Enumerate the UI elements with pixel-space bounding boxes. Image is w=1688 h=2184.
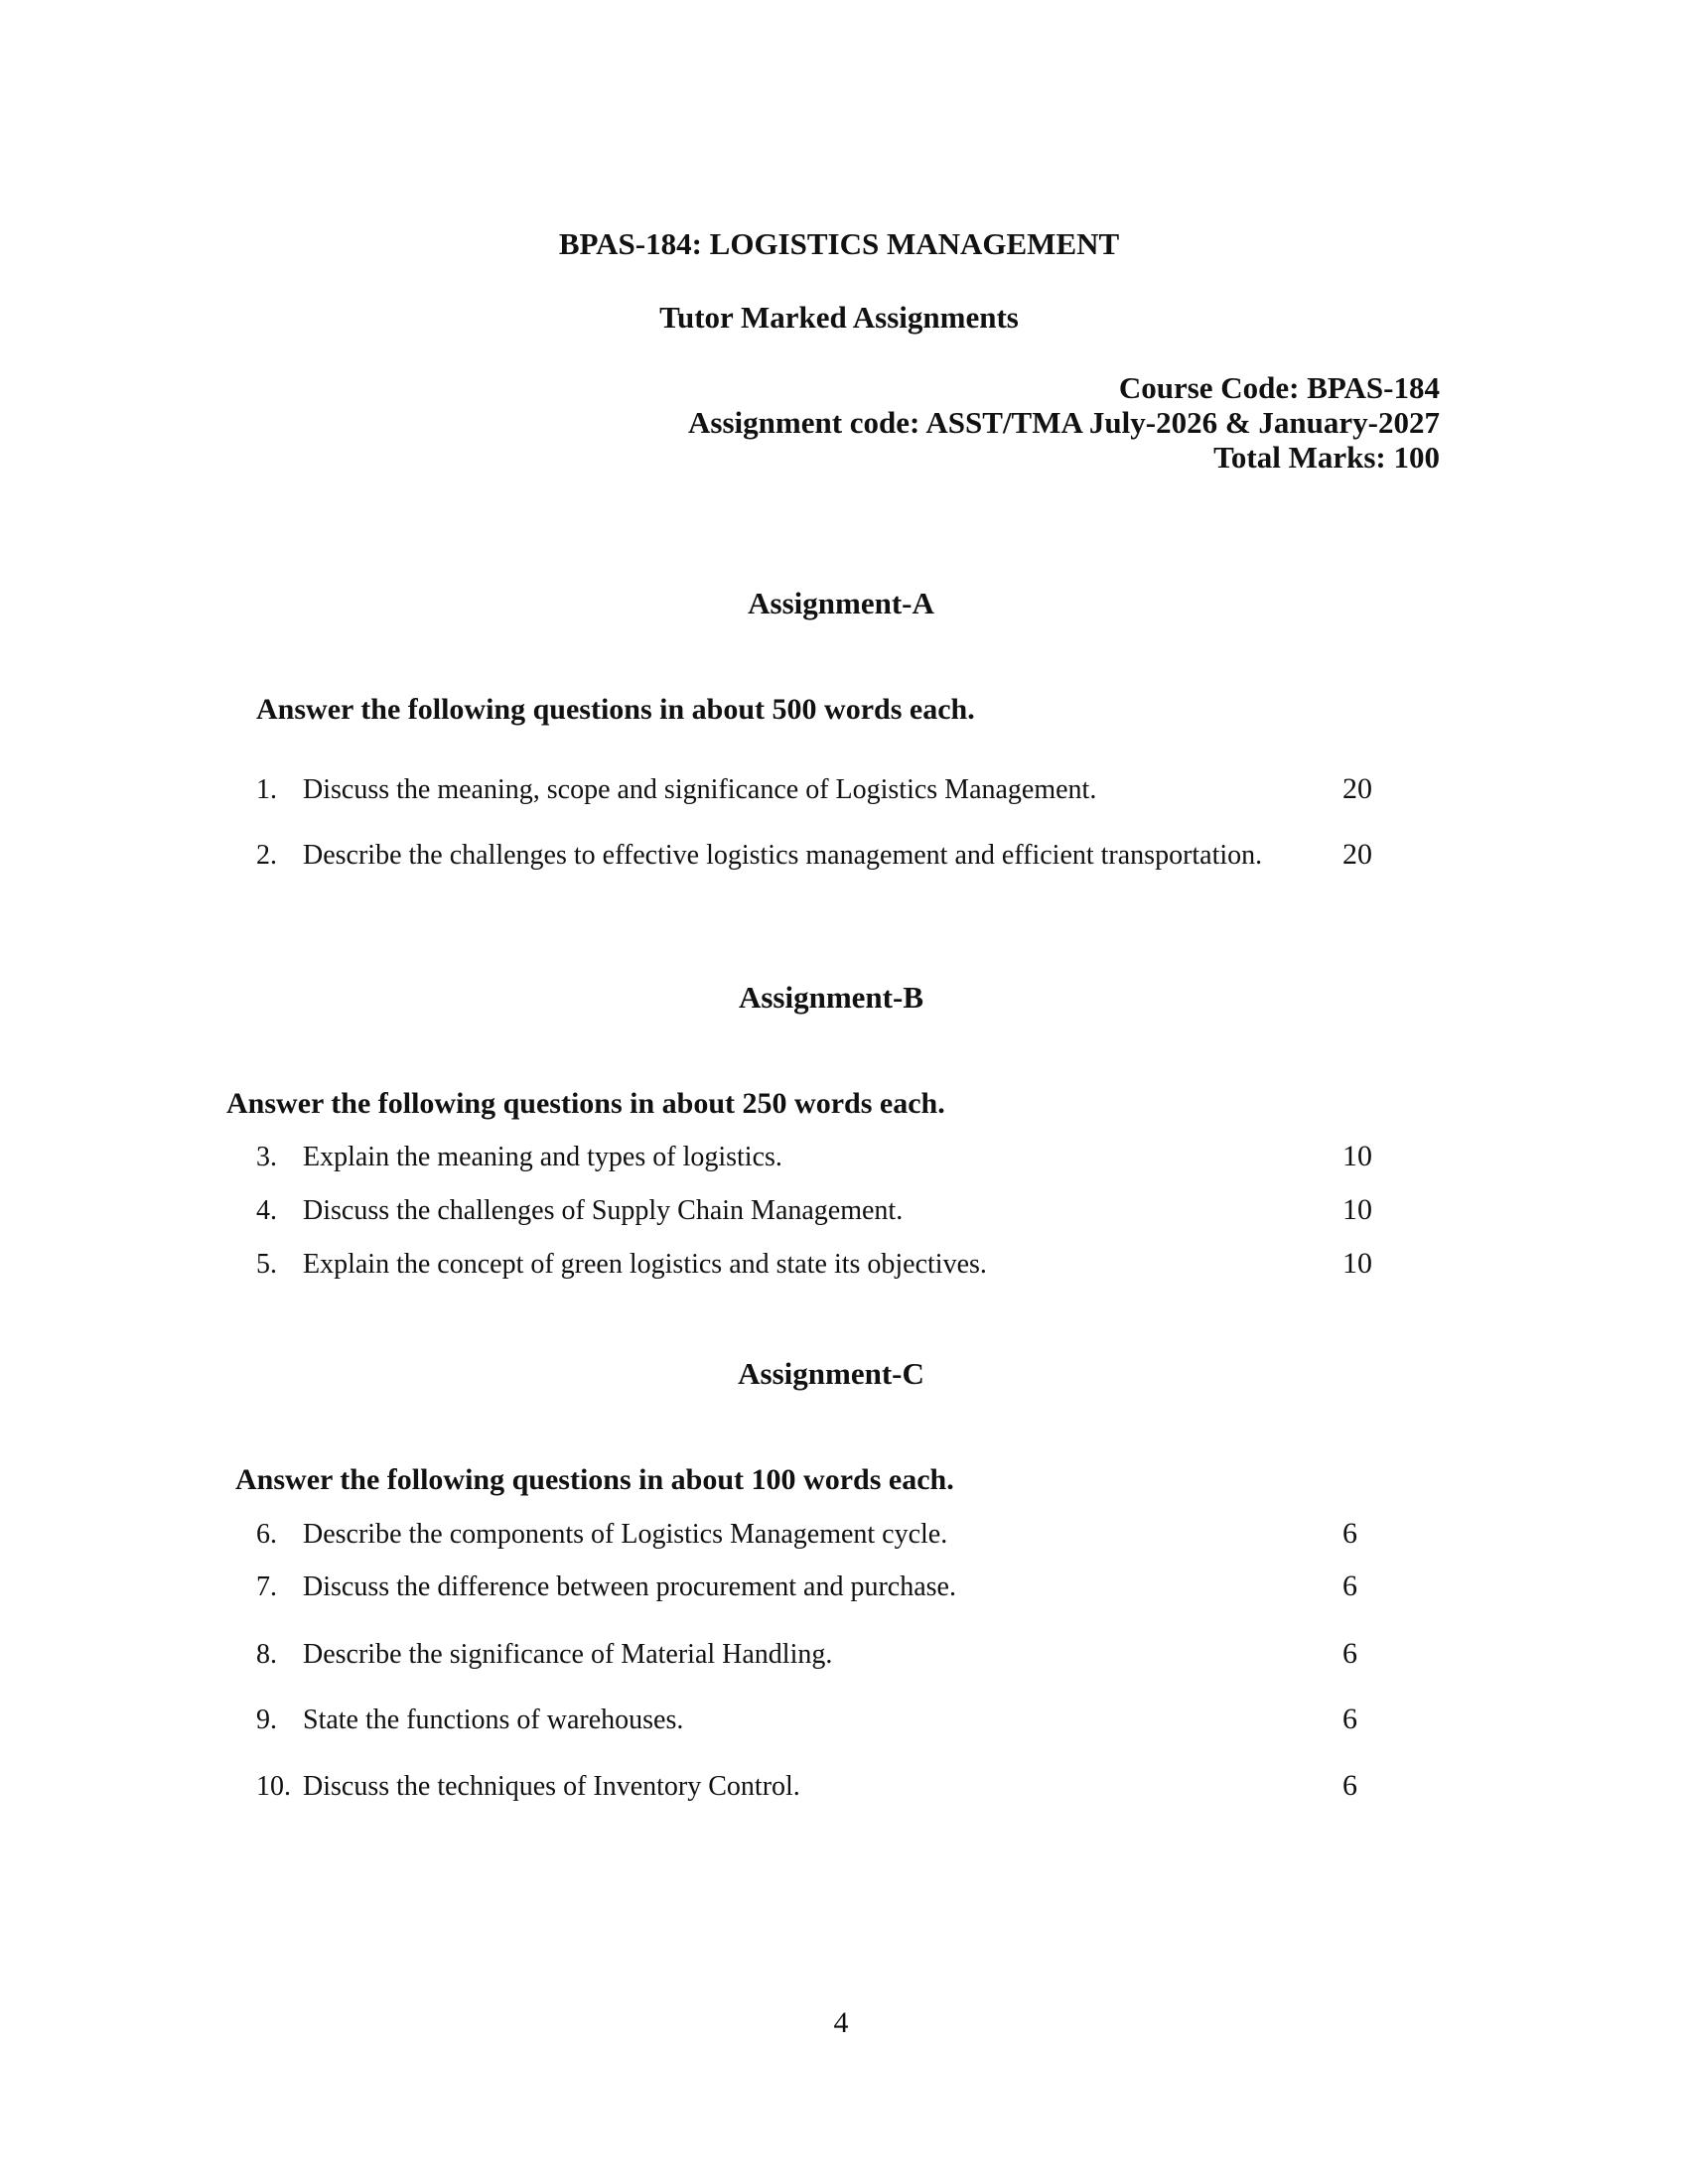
question-marks: 6 bbox=[1342, 1637, 1357, 1670]
section-heading-b: Assignment-B bbox=[738, 980, 923, 1015]
document-subtitle: Tutor Marked Assignments bbox=[659, 300, 1019, 335]
question-text: Discuss the challenges of Supply Chain Management. bbox=[303, 1195, 904, 1226]
question-marks: 6 bbox=[1342, 1703, 1357, 1735]
question-marks: 10 bbox=[1342, 1193, 1372, 1226]
question-marks: 6 bbox=[1342, 1517, 1357, 1550]
question-text: Discuss the meaning, scope and significance of Logistics Management. bbox=[303, 774, 1097, 805]
question-text: Describe the significance of Material Handling. bbox=[303, 1639, 833, 1670]
question-number: 1. bbox=[256, 774, 277, 805]
section-instruction-c: Answer the following questions in about 100 words each. bbox=[235, 1463, 954, 1496]
document-title: BPAS-184: LOGISTICS MANAGEMENT bbox=[558, 226, 1120, 261]
question-number: 10. bbox=[256, 1771, 291, 1802]
question-marks: 6 bbox=[1342, 1769, 1357, 1802]
question-marks: 6 bbox=[1342, 1570, 1357, 1602]
question-marks: 10 bbox=[1342, 1140, 1372, 1172]
total-marks: Total Marks: 100 bbox=[1213, 440, 1440, 475]
question-marks: 10 bbox=[1342, 1247, 1372, 1280]
page-number: 4 bbox=[833, 2006, 849, 2039]
question-number: 6. bbox=[256, 1519, 277, 1550]
question-text: Describe the components of Logistics Management cycle. bbox=[303, 1519, 948, 1550]
section-instruction-a: Answer the following questions in about 500 words each. bbox=[256, 693, 975, 726]
question-number: 2. bbox=[256, 840, 277, 871]
question-marks: 20 bbox=[1342, 772, 1372, 805]
question-number: 3. bbox=[256, 1142, 277, 1172]
section-heading-c: Assignment-C bbox=[738, 1356, 924, 1391]
section-instruction-b: Answer the following questions in about 250 words each. bbox=[226, 1087, 945, 1120]
assignment-code: Assignment code: ASST/TMA July-2026 & January-2027 bbox=[688, 405, 1440, 440]
question-number: 7. bbox=[256, 1571, 277, 1602]
question-text: Explain the meaning and types of logistics. bbox=[303, 1142, 782, 1172]
question-number: 5. bbox=[256, 1249, 277, 1280]
question-number: 9. bbox=[256, 1705, 277, 1735]
question-text: Discuss the difference between procurement and purchase. bbox=[303, 1571, 956, 1602]
question-marks: 20 bbox=[1342, 838, 1372, 871]
course-code: Course Code: BPAS-184 bbox=[1118, 370, 1440, 405]
question-text: Explain the concept of green logistics and state its objectives. bbox=[303, 1249, 987, 1280]
question-text: State the functions of warehouses. bbox=[303, 1705, 684, 1735]
question-text: Discuss the techniques of Inventory Control. bbox=[303, 1771, 800, 1802]
question-number: 8. bbox=[256, 1639, 277, 1670]
question-text: Describe the challenges to effective logistics management and efficient transportation. bbox=[303, 840, 1263, 871]
question-number: 4. bbox=[256, 1195, 277, 1226]
section-heading-a: Assignment-A bbox=[748, 586, 934, 620]
